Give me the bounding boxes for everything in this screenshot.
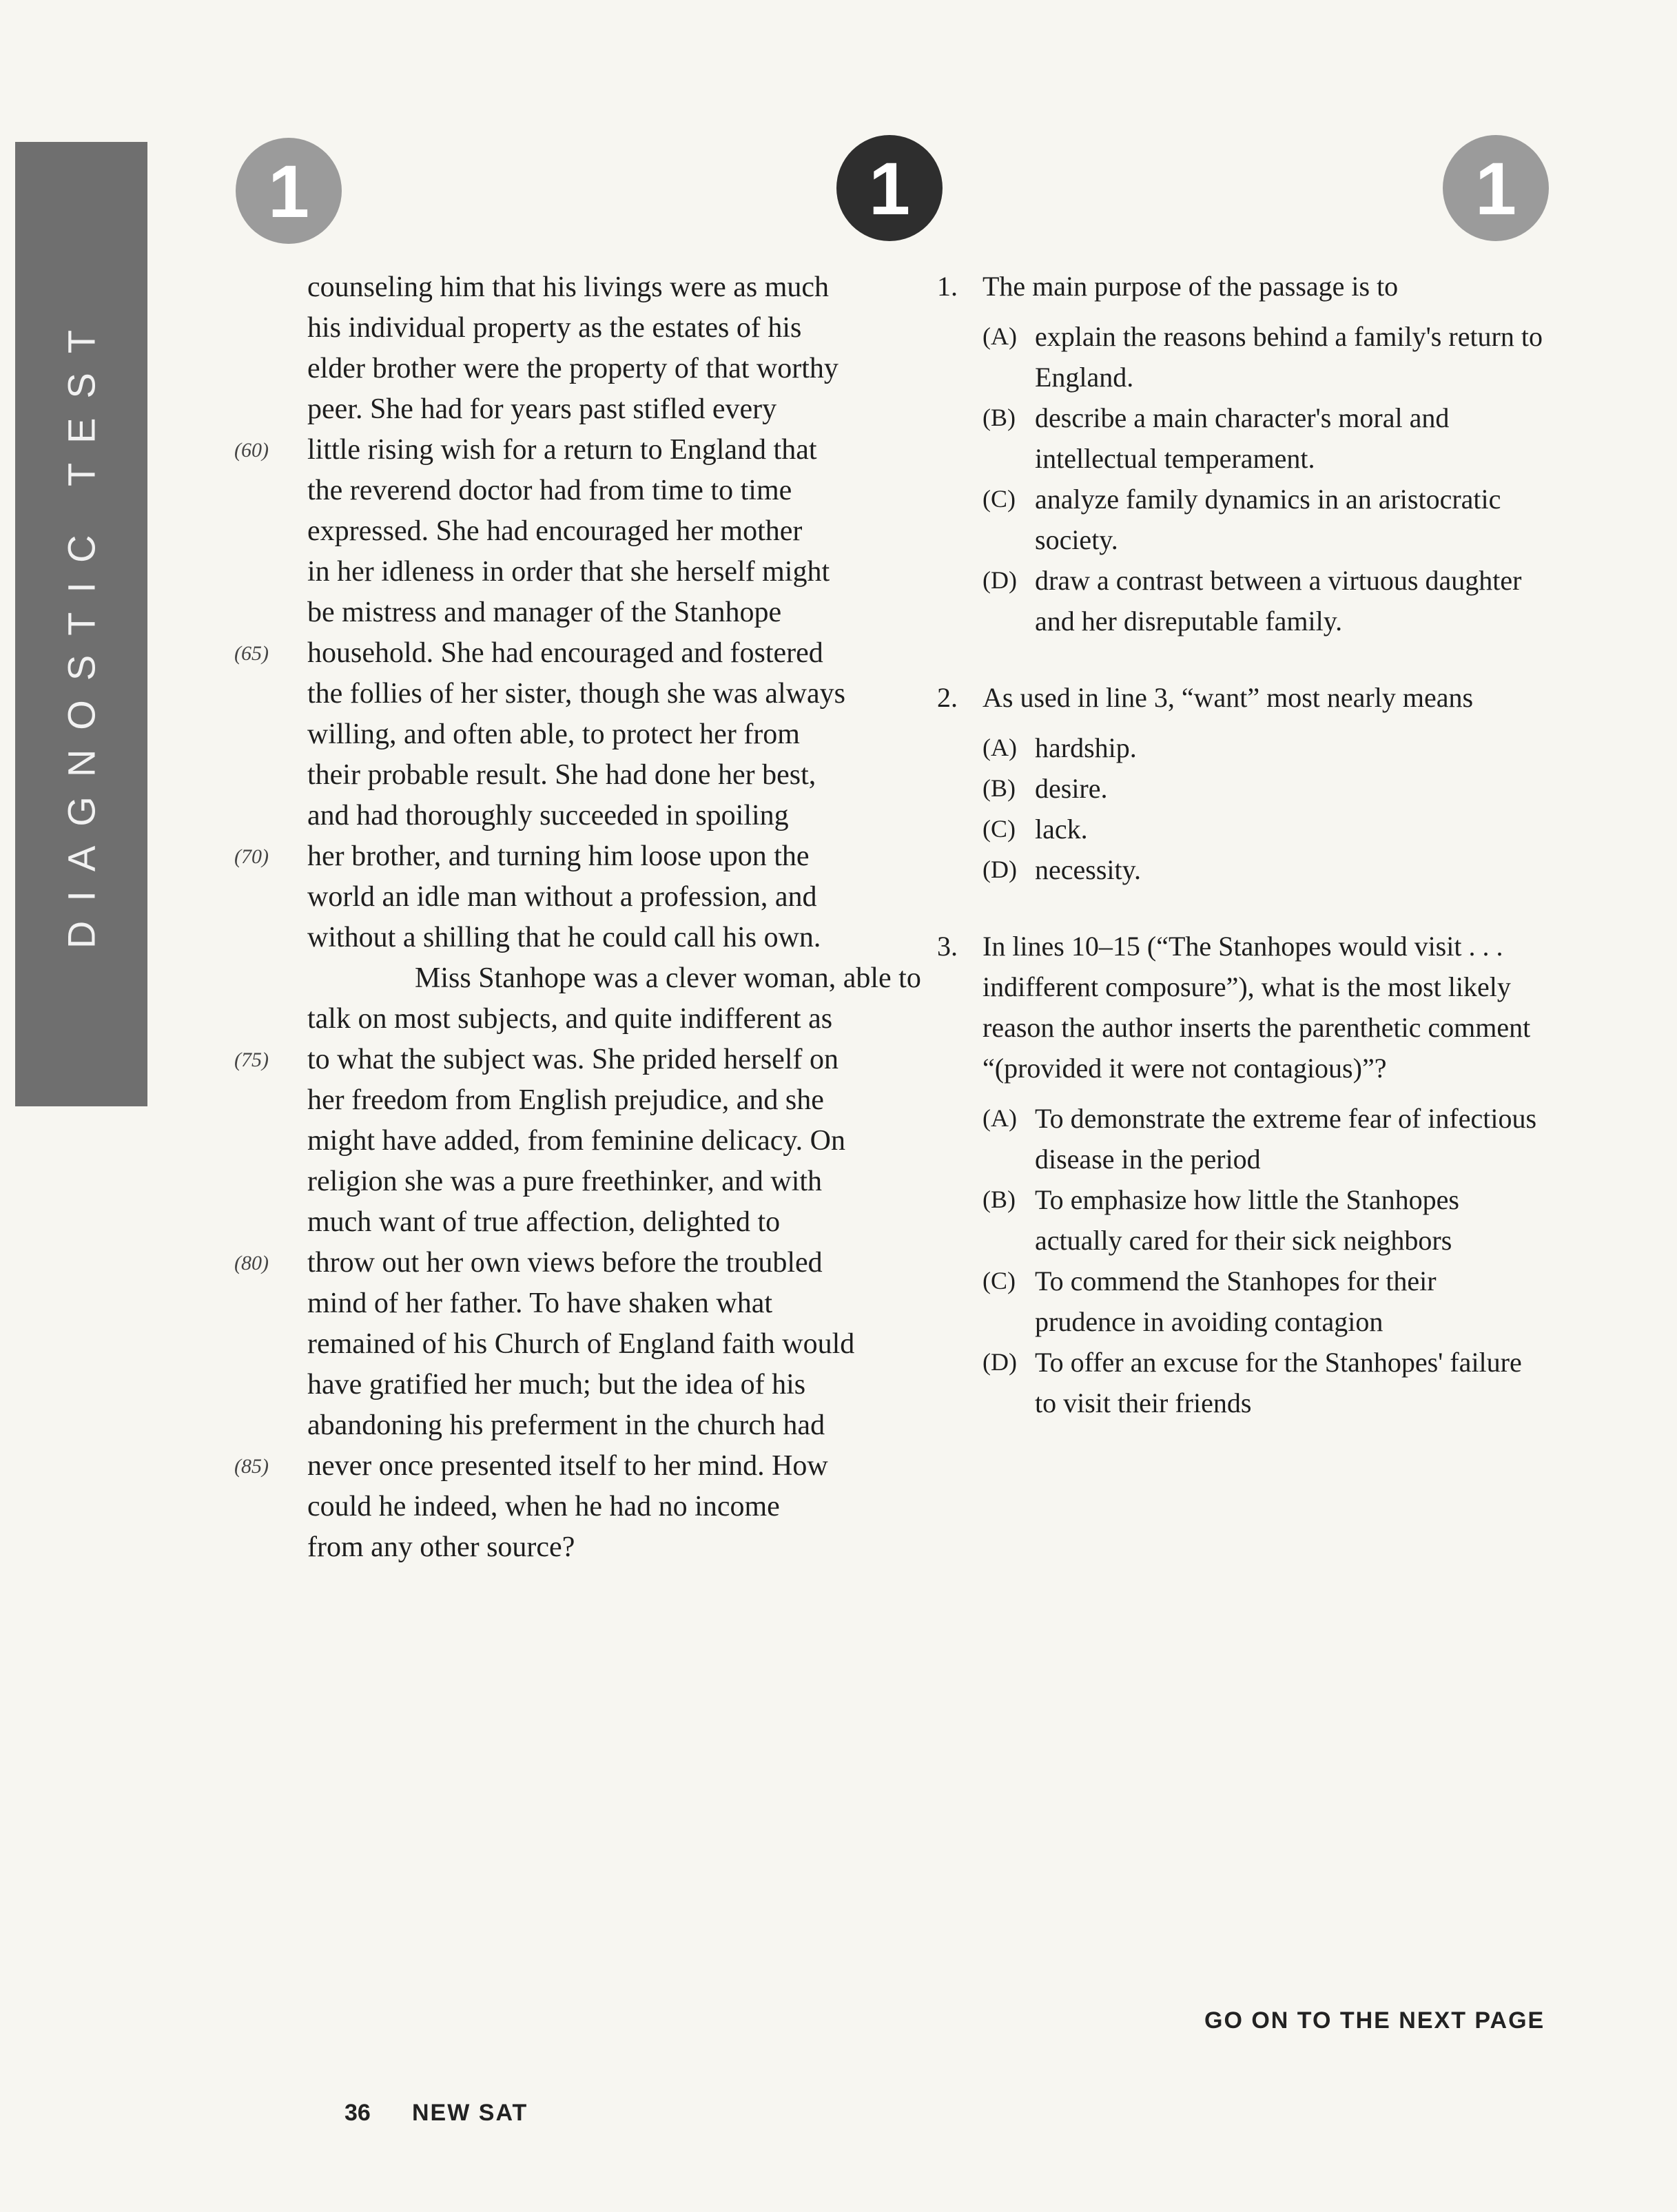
question-number: 2. [937,682,958,713]
line-text: remained of his Church of England faith would [307,1328,855,1360]
passage-line [234,918,882,958]
section-badge-center: 1 [836,135,943,241]
question-list [937,266,1543,1459]
passage-line [234,1324,882,1365]
line-text: and had thoroughly succeeded in spoiling [307,800,789,831]
line-text: might have added, from feminine delicacy. On [307,1125,845,1157]
passage-line [234,430,882,471]
line-text: world an idle man without a profession, and [307,881,817,913]
option-letter: (D) [982,566,1017,594]
option-letter: (D) [982,1348,1017,1376]
question-stem [937,677,1543,718]
line-number: (70) [234,845,269,868]
section-badge-right: 1 [1443,135,1549,241]
line-text: talk on most subjects, and quite indifferent as [307,1003,833,1035]
passage-line [234,674,882,714]
question-text: As used in line 3, “want” most nearly means [982,682,1474,713]
option-letter: (C) [982,1267,1016,1294]
answer-option[interactable] [982,1098,1543,1179]
line-text: her freedom from English prejudice, and she [307,1084,824,1116]
line-text: willing, and often able, to protect her from [307,719,800,750]
line-text: counseling him that his livings were as much [307,271,830,303]
question-text: The main purpose of the passage is to [982,271,1399,302]
passage-line [234,1121,882,1161]
option-letter: (C) [982,485,1016,513]
answer-option[interactable] [982,1261,1543,1342]
line-text: her brother, and turning him loose upon the [307,840,810,872]
section-badge-left: 1 [236,138,342,244]
option-text: necessity. [1035,854,1142,885]
line-text: be mistress and manager of the Stanhope [307,597,782,628]
answer-option[interactable] [982,768,1543,809]
option-text: draw a contrast between a virtuous daughter and her disreputable family. [1035,565,1522,637]
line-number: (80) [234,1252,269,1274]
question-1 [937,266,1543,641]
passage-line [234,1161,882,1202]
option-letter: (A) [982,1104,1017,1132]
line-text: could he indeed, when he had no income [307,1491,780,1522]
passage-line [234,1040,882,1080]
answer-option[interactable] [982,397,1543,479]
page-number: 36 [344,2100,371,2126]
question-number: 3. [937,931,958,962]
passage-text [234,267,921,1568]
answer-options [982,727,1543,890]
option-text: To offer an excuse for the Stanhopes' failure to visit their friends [1035,1347,1522,1418]
passage-line [234,592,882,633]
passage-line [234,877,882,918]
line-text: little rising wish for a return to England that [307,434,817,466]
line-text: the reverend doctor had from time to time [307,475,792,506]
answer-option[interactable] [982,849,1543,890]
answer-option[interactable] [982,560,1543,641]
option-letter: (A) [982,322,1017,350]
answer-option[interactable] [982,479,1543,560]
question-stem [937,266,1543,307]
question-text: In lines 10–15 (“The Stanhopes would visit . . . indifferent composure”), what is the most likely reason the author inserts the parenthetic comment “(provided it were not contagious)”? [982,931,1531,1084]
passage-line [234,267,882,308]
answer-options [982,1098,1543,1423]
passage-line [234,714,882,755]
line-text: their probable result. She had done her best, [307,759,816,791]
passage-line [234,999,882,1040]
answer-options [982,316,1543,641]
question-stem [937,926,1543,1088]
passage-line [234,349,882,389]
answer-option[interactable] [982,1342,1543,1423]
answer-option[interactable] [982,809,1543,849]
option-text: explain the reasons behind a family's return to England. [1035,321,1543,393]
option-text: hardship. [1035,732,1137,763]
line-text: his individual property as the estates of his [307,312,802,344]
line-text: the follies of her sister, though she was always [307,678,845,710]
passage-line [234,1283,882,1324]
passage-line [234,308,882,349]
line-text: never once presented itself to her mind. How [307,1450,828,1482]
passage-line [234,1487,882,1527]
passage-line [234,836,882,877]
passage-line [234,471,882,511]
line-text: in her idleness in order that she herself might [307,556,830,588]
line-text: abandoning his preferment in the church had [307,1409,825,1441]
passage-line [234,633,882,674]
line-text: much want of true affection, delighted to [307,1206,781,1238]
passage-line [234,1446,882,1487]
line-number: (65) [234,642,269,665]
passage-line [234,511,882,552]
passage-line [234,1202,882,1243]
option-letter: (B) [982,774,1016,802]
line-text: expressed. She had encouraged her mother [307,515,803,547]
option-letter: (B) [982,404,1016,431]
option-letter: (D) [982,856,1017,883]
line-text: peer. She had for years past stifled every [307,393,777,425]
option-text: desire. [1035,773,1108,804]
passage-line [234,1405,882,1446]
passage-line [234,755,882,796]
option-text: analyze family dynamics in an aristocratic society. [1035,484,1501,555]
question-number: 1. [937,271,958,302]
book-title: NEW SAT [412,2100,528,2126]
passage-line [234,1365,882,1405]
answer-option[interactable] [982,727,1543,768]
question-2 [937,677,1543,890]
side-tab-label: DIAGNOSTIC TEST [59,310,103,949]
line-text: throw out her own views before the troubled [307,1247,823,1279]
option-text: To emphasize how little the Stanhopes actually cared for their sick neighbors [1035,1184,1459,1256]
next-page-notice: GO ON TO THE NEXT PAGE [1204,2007,1545,2034]
line-text: to what the subject was. She prided herself on [307,1044,838,1075]
option-text: describe a main character's moral and intellectual temperament. [1035,402,1450,474]
option-letter: (A) [982,734,1017,761]
option-letter: (B) [982,1186,1016,1213]
line-text: have gratified her much; but the idea of his [307,1369,806,1400]
passage-line [234,552,882,592]
passage-line [234,1243,882,1283]
line-text: elder brother were the property of that worthy [307,353,838,384]
passage-line [234,1527,882,1568]
passage-line [234,958,921,999]
line-text: Miss Stanhope was a clever woman, able to [415,962,921,994]
passage-line [234,389,882,430]
line-text: household. She had encouraged and fostered [307,637,823,669]
line-number: (60) [234,439,269,462]
line-number: (75) [234,1048,269,1071]
line-number: (85) [234,1455,269,1478]
line-text: without a shilling that he could call his own. [307,922,821,953]
option-text: lack. [1035,814,1088,845]
answer-option[interactable] [982,316,1543,397]
option-letter: (C) [982,815,1016,843]
line-text: religion she was a pure freethinker, and with [307,1166,823,1197]
line-text: from any other source? [307,1531,575,1563]
passage-line [234,1080,882,1121]
option-text: To commend the Stanhopes for their prudence in avoiding contagion [1035,1265,1437,1337]
line-text: mind of her father. To have shaken what [307,1288,773,1319]
option-text: To demonstrate the extreme fear of infectious disease in the period [1035,1103,1537,1175]
question-3 [937,926,1543,1423]
passage-line [234,796,882,836]
answer-option[interactable] [982,1179,1543,1261]
